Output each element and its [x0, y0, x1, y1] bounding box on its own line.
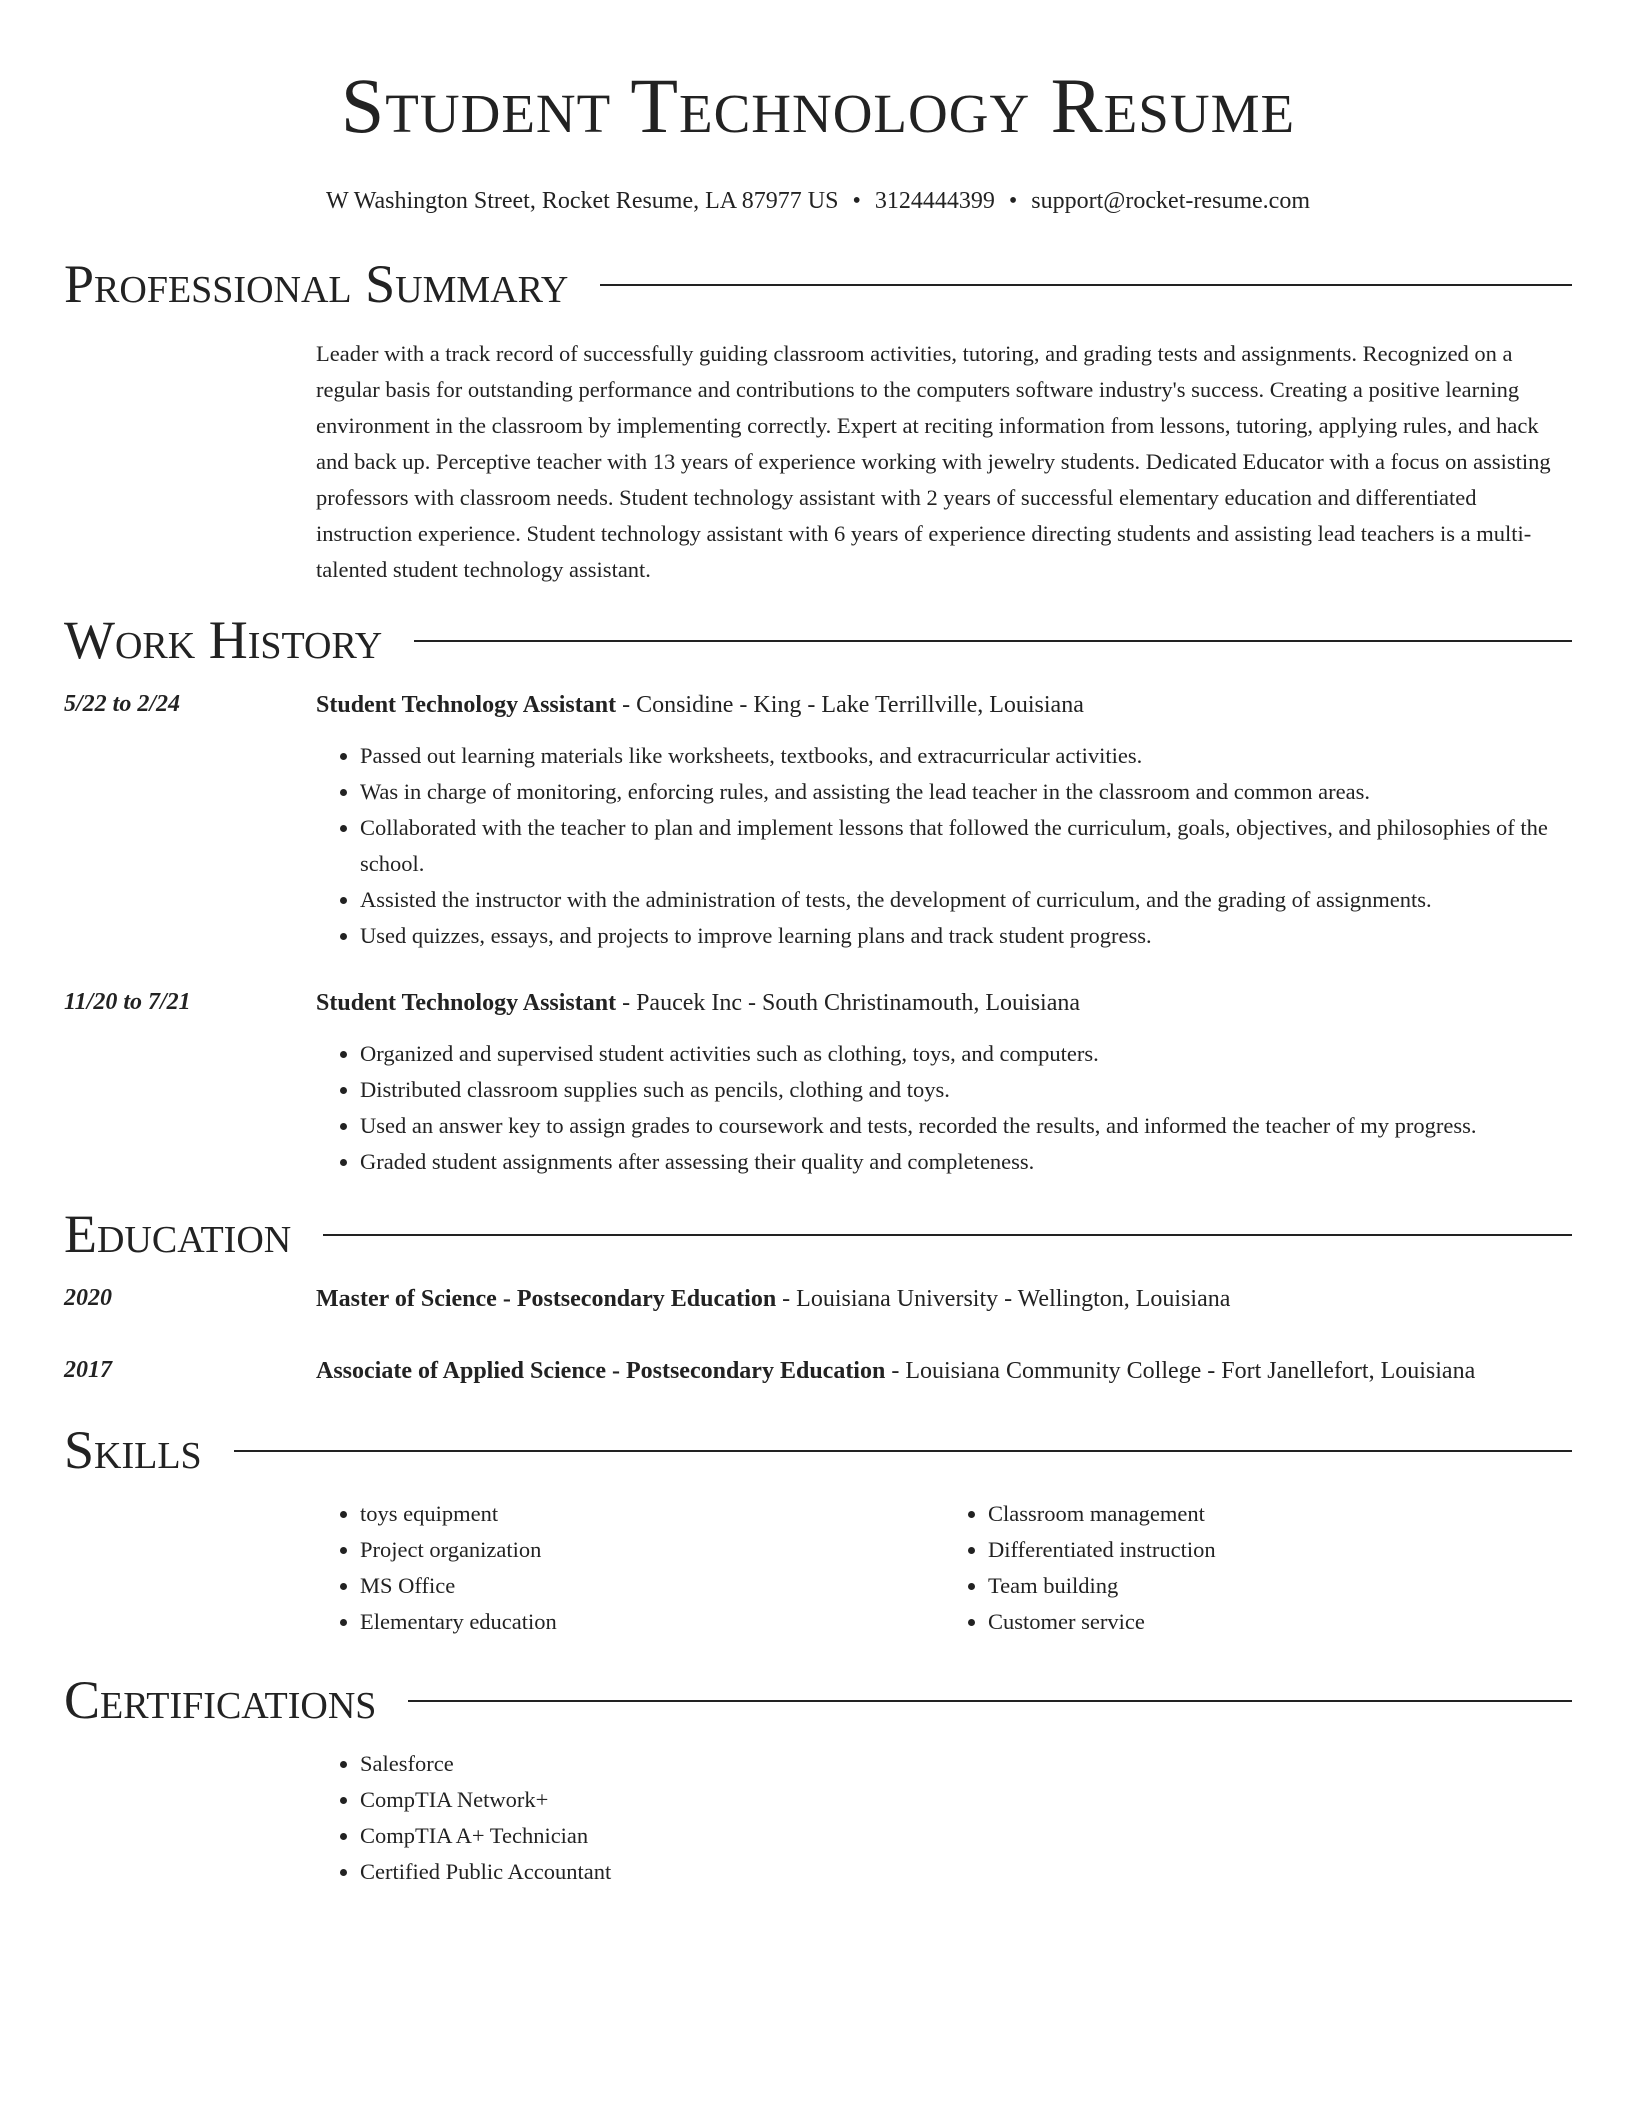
job-bullet: • Graded student assignments after assessing their quality and completeness. — [360, 1144, 1572, 1180]
job-bullet: • Organized and supervised student activities such as clothing, toys, and computers. — [360, 1036, 1572, 1072]
skill-item: • Elementary education — [360, 1604, 944, 1640]
contact-email[interactable]: support@rocket-resume.com — [1031, 188, 1310, 214]
summary-section-header — [64, 252, 1572, 316]
job-content — [316, 686, 1572, 954]
contact-separator: • — [852, 188, 861, 214]
skill-item: • toys equipment — [360, 1496, 944, 1532]
section-divider — [414, 640, 1572, 642]
skill-item: • Differentiated instruction — [988, 1532, 1572, 1568]
skill-item: • Project organization — [360, 1532, 944, 1568]
skills-heading: Skills — [64, 1420, 202, 1480]
job-details: - Considine - King - Lake Terrillville, Louisiana — [616, 692, 1084, 718]
section-divider — [408, 1700, 1572, 1702]
job-bullet: • Collaborated with the teacher to plan and implement lessons that followed the curriculum, goals, objectives, and philosophies of the school. — [360, 810, 1572, 882]
contact-address: W Washington Street, Rocket Resume, LA 87977 US — [326, 188, 839, 214]
education-degree: Master of Science - Postsecondary Education — [316, 1286, 777, 1312]
certifications-list — [316, 1746, 1572, 1890]
skills-list-left — [316, 1496, 944, 1640]
section-divider — [234, 1450, 1572, 1452]
work-heading: Work History — [64, 610, 383, 670]
job-bullet: • Used quizzes, essays, and projects to improve learning plans and track student progress. — [360, 918, 1572, 954]
education-details: - Louisiana Community College - Fort Janellefort, Louisiana — [885, 1358, 1476, 1384]
job-entry — [64, 686, 1572, 954]
job-details: - Paucek Inc - South Christinamouth, Louisiana — [616, 990, 1081, 1016]
job-dates: 11/20 to 7/21 — [64, 989, 191, 1015]
skills-grid — [316, 1496, 1572, 1640]
work-section-header — [64, 608, 1572, 672]
education-entry — [64, 1280, 1572, 1318]
job-heading-line — [316, 984, 1572, 1022]
education-details: - Louisiana University - Wellington, Louisiana — [776, 1286, 1231, 1312]
certification-item: • Salesforce — [360, 1746, 1572, 1782]
skills-section-header — [64, 1418, 1572, 1482]
education-entry — [64, 1352, 1572, 1390]
skill-item: • Team building — [988, 1568, 1572, 1604]
certification-item: • CompTIA Network+ — [360, 1782, 1572, 1818]
resume-title: Student Technology Resume — [340, 62, 1296, 149]
resume-page — [64, 0, 1572, 1913]
job-bullet: • Used an answer key to assign grades to coursework and tests, recorded the results, and informed the teacher of my progress. — [360, 1108, 1572, 1144]
certification-item: • Certified Public Accountant — [360, 1854, 1572, 1890]
education-content — [316, 1280, 1572, 1318]
education-degree: Associate of Applied Science - Postsecondary Education — [316, 1358, 886, 1384]
job-bullets — [316, 1036, 1572, 1180]
job-content — [316, 984, 1572, 1180]
job-entry — [64, 984, 1572, 1180]
summary-heading: Professional Summary — [64, 254, 569, 314]
section-divider — [600, 284, 1572, 286]
section-divider — [323, 1234, 1572, 1236]
job-heading-line — [316, 686, 1572, 724]
job-bullet: • Assisted the instructor with the administration of tests, the development of curriculum, and the grading of assignments. — [360, 882, 1572, 918]
contact-line — [64, 186, 1572, 216]
skills-list-right — [944, 1496, 1572, 1640]
job-title: Student Technology Assistant — [316, 692, 617, 718]
job-bullet: • Distributed classroom supplies such as pencils, clothing and toys. — [360, 1072, 1572, 1108]
skill-item: • Classroom management — [988, 1496, 1572, 1532]
job-bullet: • Passed out learning materials like worksheets, textbooks, and extracurricular activities. — [360, 738, 1572, 774]
contact-phone: 3124444399 — [874, 188, 995, 214]
education-year: 2020 — [64, 1285, 112, 1311]
certifications-heading: Certifications — [64, 1670, 377, 1730]
education-heading: Education — [64, 1204, 292, 1264]
skill-item: • Customer service — [988, 1604, 1572, 1640]
contact-separator: • — [1008, 188, 1018, 214]
job-bullet: • Was in charge of monitoring, enforcing rules, and assisting the lead teacher in the classroom and common areas. — [360, 774, 1572, 810]
job-dates: 5/22 to 2/24 — [64, 691, 181, 717]
education-content — [316, 1352, 1572, 1390]
certifications-section-header — [64, 1668, 1572, 1732]
certification-item: • CompTIA A+ Technician — [360, 1818, 1572, 1854]
summary-text: Leader with a track record of successfully guiding classroom activities, tutoring, and grading tests and assignments. Recognized on a regular basis for outstanding performance and contributions to the computers software industry's success. Creating a positive learning environment in the classroom by implementing correctly. Expert at reciting information from lessons, tutoring, applying rules, and hack and back up. Perceptive teacher with 13 years of experience working with jewelry students. Dedicated Educator with a focus on assisting professors with classroom needs. Student technology assistant with 2 years of successful elementary education and differentiated instruction experience. Student technology assistant with 6 years of experience directing students and assisting lead teachers is a multi-talented student technology assistant. — [316, 341, 1551, 582]
education-section-header — [64, 1202, 1572, 1266]
education-year: 2017 — [64, 1357, 112, 1383]
job-bullets — [316, 738, 1572, 954]
skill-item: • MS Office — [360, 1568, 944, 1604]
job-title: Student Technology Assistant — [316, 990, 617, 1016]
